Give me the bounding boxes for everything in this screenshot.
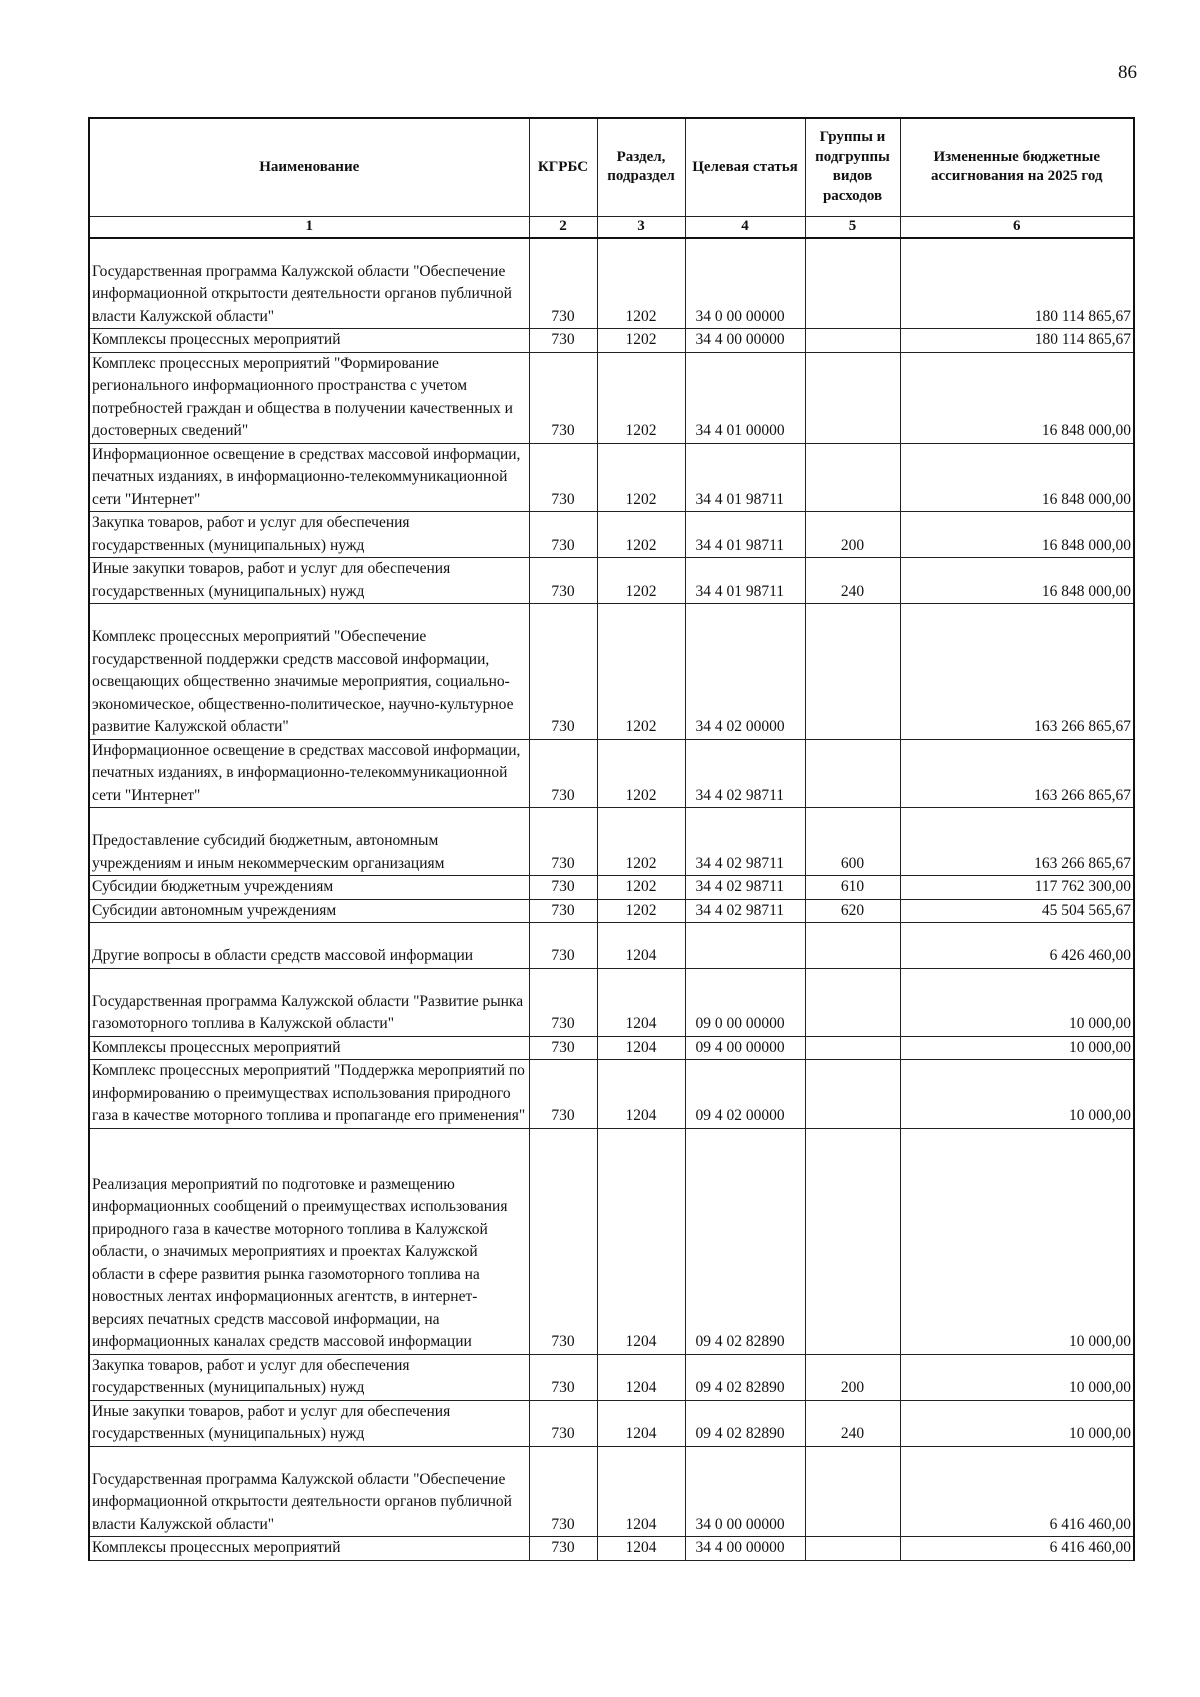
row-group <box>805 352 900 443</box>
row-kgrbs <box>529 1354 597 1400</box>
row-amount <box>900 352 1134 443</box>
row-group <box>805 329 900 353</box>
row-group <box>805 739 900 808</box>
row-section <box>597 329 685 353</box>
row-amount <box>900 238 1134 329</box>
row-kgrbs-text: 730 <box>551 1038 575 1056</box>
row-name <box>89 968 529 1036</box>
row-target-text: 09 4 02 82890 <box>695 1379 785 1396</box>
row-amount <box>900 1537 1134 1561</box>
row-name <box>89 899 529 923</box>
row-name-text: Иные закупки товаров, работ и услуг для обеспечения государственных (муниципальных) нужд <box>92 1402 451 1442</box>
row-name-text: Закупка товаров, работ и услуг для обеспечения государственных (муниципальных) нужд <box>92 1356 410 1396</box>
row-target-text: 34 4 02 98711 <box>695 854 785 872</box>
row-name-text: Субсидии бюджетным учреждениям <box>92 878 334 895</box>
row-amount <box>900 808 1134 876</box>
row-amount-text: 16 848 000,00 <box>1041 536 1131 554</box>
row-name <box>89 739 529 808</box>
row-section <box>597 443 685 512</box>
row-target <box>685 968 805 1036</box>
table-row <box>89 443 1134 512</box>
row-name <box>89 512 529 558</box>
row-amount <box>900 329 1134 353</box>
row-group <box>805 443 900 512</box>
row-name-text: Закупка товаров, работ и услуг для обеспечения государственных (муниципальных) нужд <box>92 514 410 554</box>
row-name-text: Предоставление субсидий бюджетным, автономным учреждениям и иным некоммерческим организациям <box>92 832 445 872</box>
row-amount-text: 10 000,00 <box>1069 1379 1131 1396</box>
row-group-text: 610 <box>840 878 865 895</box>
row-kgrbs <box>529 739 597 808</box>
row-section-text: 1202 <box>625 718 657 735</box>
row-section <box>597 558 685 604</box>
table-row <box>89 808 1134 876</box>
row-group <box>805 876 900 900</box>
table-row <box>89 899 1134 923</box>
row-kgrbs-text: 730 <box>551 582 575 600</box>
row-group-text: 620 <box>840 901 865 919</box>
row-name <box>89 238 529 329</box>
row-kgrbs <box>529 1446 597 1537</box>
row-target-text: 34 4 02 98711 <box>695 901 785 919</box>
row-name-text: Реализация мероприятий по подготовке и размещению информационных сообщений о преимуществах использования природного газа в качестве моторного топлива в Калужской области, о значимых мероприятиях и проектах Калужской области в сфере развития рынка газомоторного топлива на новостных лентах информационных агентств, в интернет-версиях печатных средств массовой информации, на информационных каналах средств массовой информации <box>92 1175 508 1350</box>
row-amount <box>900 512 1134 558</box>
column-number: 2 <box>529 216 597 238</box>
row-amount-text: 180 114 865,67 <box>1034 307 1131 325</box>
row-group <box>805 1060 900 1129</box>
row-amount <box>900 1036 1134 1060</box>
row-section-text: 1204 <box>625 1379 657 1396</box>
table-row <box>89 968 1134 1036</box>
row-amount <box>900 968 1134 1036</box>
row-kgrbs-text: 730 <box>551 1333 575 1350</box>
row-target <box>685 1060 805 1129</box>
table-row <box>89 512 1134 558</box>
row-kgrbs-text: 730 <box>551 786 575 804</box>
row-amount-text: 45 504 565,67 <box>1041 901 1131 919</box>
row-name <box>89 808 529 876</box>
header-groups: Группы и подгруппы видов расходов <box>805 118 900 216</box>
row-target <box>685 1537 805 1561</box>
table-row <box>89 1354 1134 1400</box>
row-name <box>89 352 529 443</box>
row-group-text: 240 <box>840 1425 865 1442</box>
column-number-row <box>89 216 1134 238</box>
row-section-text: 1202 <box>625 536 657 554</box>
row-target-text: 34 4 02 98711 <box>695 878 785 895</box>
row-name-text: Субсидии автономным учреждениям <box>92 901 337 919</box>
row-target-text: 34 4 02 00000 <box>695 718 785 735</box>
row-section <box>597 876 685 900</box>
row-section-text: 1204 <box>625 1333 657 1350</box>
row-kgrbs <box>529 808 597 876</box>
row-kgrbs <box>529 923 597 969</box>
header-kgrbs: КГРБС <box>529 118 597 216</box>
row-section-text: 1204 <box>625 1038 657 1056</box>
row-kgrbs <box>529 968 597 1036</box>
row-kgrbs <box>529 1036 597 1060</box>
row-name <box>89 876 529 900</box>
row-section-text: 1202 <box>625 901 657 919</box>
row-name-text: Государственная программа Калужской области "Обеспечение информационной открытости деятельности органов публичной власти Калужской области" <box>92 262 512 325</box>
row-section-text: 1202 <box>625 854 657 872</box>
row-section <box>597 968 685 1036</box>
row-name <box>89 1036 529 1060</box>
row-kgrbs-text: 730 <box>551 854 575 872</box>
row-target-text: 34 0 00 00000 <box>695 1515 785 1533</box>
row-kgrbs <box>529 604 597 740</box>
header-row <box>89 118 1134 216</box>
row-name-text: Информационное освещение в средствах массовой информации, печатных изданиях, в информационно-телекоммуникационной сети "Интернет" <box>92 741 521 804</box>
row-kgrbs-text: 730 <box>551 878 575 895</box>
row-section-text: 1204 <box>625 1515 657 1533</box>
row-target-text: 34 4 01 98711 <box>695 582 785 600</box>
row-target <box>685 876 805 900</box>
row-amount <box>900 923 1134 969</box>
row-target <box>685 512 805 558</box>
row-section <box>597 352 685 443</box>
row-section <box>597 1446 685 1537</box>
row-target <box>685 238 805 329</box>
row-kgrbs-text: 730 <box>551 718 575 735</box>
row-target-text: 34 0 00 00000 <box>695 307 785 325</box>
row-name <box>89 443 529 512</box>
row-name-text: Комплексы процессных мероприятий <box>92 1038 341 1056</box>
row-group-text: 200 <box>840 536 865 554</box>
row-target <box>685 923 805 969</box>
row-group <box>805 899 900 923</box>
row-amount-text: 163 266 865,67 <box>1034 718 1131 735</box>
row-target-text: 34 4 01 98711 <box>695 490 785 508</box>
table-row <box>89 329 1134 353</box>
row-group <box>805 238 900 329</box>
table-row <box>89 238 1134 329</box>
row-section-text: 1204 <box>625 947 657 964</box>
column-number: 3 <box>597 216 685 238</box>
row-kgrbs <box>529 329 597 353</box>
row-kgrbs <box>529 1060 597 1129</box>
row-target-text: 09 4 02 82890 <box>695 1425 785 1442</box>
table-row <box>89 352 1134 443</box>
row-section-text: 1204 <box>625 1425 657 1442</box>
row-amount <box>900 876 1134 900</box>
row-target-text: 34 4 01 00000 <box>695 422 785 439</box>
row-section <box>597 1060 685 1129</box>
row-section-text: 1202 <box>625 490 657 508</box>
row-amount-text: 16 848 000,00 <box>1041 582 1131 600</box>
row-kgrbs-text: 730 <box>551 331 575 348</box>
budget-table <box>88 117 1135 1561</box>
row-kgrbs <box>529 512 597 558</box>
table-row <box>89 1446 1134 1537</box>
row-amount <box>900 1400 1134 1446</box>
table-row <box>89 739 1134 808</box>
row-name <box>89 329 529 353</box>
row-target <box>685 558 805 604</box>
row-kgrbs <box>529 1537 597 1561</box>
row-amount-text: 16 848 000,00 <box>1041 490 1131 508</box>
row-group <box>805 604 900 740</box>
table-row <box>89 923 1134 969</box>
row-kgrbs-text: 730 <box>551 490 575 508</box>
row-kgrbs-text: 730 <box>551 1425 575 1442</box>
row-name-text: Другие вопросы в области средств массовой информации <box>92 947 474 964</box>
row-section <box>597 808 685 876</box>
row-amount-text: 117 762 300,00 <box>1034 878 1131 895</box>
row-name <box>89 923 529 969</box>
row-group-text: 240 <box>840 582 865 600</box>
row-section-text: 1202 <box>625 422 657 439</box>
row-kgrbs <box>529 1400 597 1446</box>
column-number: 5 <box>805 216 900 238</box>
row-amount <box>900 1128 1134 1354</box>
row-section-text: 1202 <box>625 582 657 600</box>
row-target-text: 09 4 02 82890 <box>695 1333 785 1350</box>
row-name <box>89 1128 529 1354</box>
row-section <box>597 739 685 808</box>
row-kgrbs <box>529 443 597 512</box>
row-section-text: 1204 <box>625 1539 657 1556</box>
row-kgrbs-text: 730 <box>551 1015 575 1032</box>
row-section-text: 1204 <box>625 1015 657 1032</box>
row-target <box>685 1036 805 1060</box>
row-amount-text: 163 266 865,67 <box>1034 786 1131 804</box>
row-target <box>685 329 805 353</box>
table-row <box>89 1537 1134 1561</box>
row-kgrbs <box>529 352 597 443</box>
row-name-text: Государственная программа Калужской области "Обеспечение информационной открытости деятельности органов публичной власти Калужской области" <box>92 1470 512 1533</box>
row-target <box>685 739 805 808</box>
row-amount-text: 10 000,00 <box>1069 1015 1131 1032</box>
row-group <box>805 1036 900 1060</box>
table-body <box>89 238 1134 1561</box>
row-section-text: 1202 <box>625 878 657 895</box>
row-name-text: Комплекс процессных мероприятий "Поддержка мероприятий по информированию о преимуществах использования природного газа в качестве моторного топлива и пропаганде его применения" <box>92 1062 526 1124</box>
header-amount: Измененные бюджетные ассигнования на 2025 год <box>900 118 1134 216</box>
row-name-text: Комплекс процессных мероприятий "Формирование регионального информационного пространства с учетом потребностей граждан и общества в получении качественных и достоверных сведений" <box>92 354 513 439</box>
row-kgrbs-text: 730 <box>551 901 575 919</box>
row-group <box>805 923 900 969</box>
row-group <box>805 512 900 558</box>
row-amount <box>900 899 1134 923</box>
row-amount <box>900 558 1134 604</box>
row-name <box>89 558 529 604</box>
row-amount-text: 10 000,00 <box>1069 1107 1131 1124</box>
row-target-text: 09 4 00 00000 <box>695 1038 785 1056</box>
column-number: 1 <box>89 216 529 238</box>
row-target <box>685 443 805 512</box>
row-kgrbs <box>529 1128 597 1354</box>
row-group <box>805 808 900 876</box>
row-name-text: Комплексы процессных мероприятий <box>92 331 341 348</box>
row-target <box>685 1400 805 1446</box>
row-name <box>89 1060 529 1129</box>
row-name <box>89 604 529 740</box>
row-amount-text: 10 000,00 <box>1069 1038 1131 1056</box>
row-target <box>685 1446 805 1537</box>
row-target <box>685 1128 805 1354</box>
row-section-text: 1204 <box>625 1107 657 1124</box>
row-kgrbs-text: 730 <box>551 422 575 439</box>
table-row <box>89 1036 1134 1060</box>
row-target <box>685 352 805 443</box>
row-name-text: Государственная программа Калужской области "Развитие рынка газомоторного топлива в Калужской области" <box>92 992 524 1032</box>
row-kgrbs-text: 730 <box>551 1515 575 1533</box>
table-row <box>89 604 1134 740</box>
row-kgrbs <box>529 899 597 923</box>
row-name-text: Информационное освещение в средствах массовой информации, печатных изданиях, в информационно-телекоммуникационной сети "Интернет" <box>92 445 521 508</box>
header-target: Целевая статья <box>685 118 805 216</box>
row-target <box>685 899 805 923</box>
table-row <box>89 1128 1134 1354</box>
row-group <box>805 1537 900 1561</box>
column-number: 4 <box>685 216 805 238</box>
row-kgrbs-text: 730 <box>551 536 575 554</box>
row-target-text: 34 4 00 00000 <box>695 1539 785 1556</box>
row-kgrbs <box>529 876 597 900</box>
row-amount-text: 16 848 000,00 <box>1041 422 1131 439</box>
page-number: 86 <box>1118 62 1137 83</box>
row-target <box>685 808 805 876</box>
row-amount-text: 10 000,00 <box>1069 1425 1131 1442</box>
row-group-text: 600 <box>840 854 865 872</box>
row-amount <box>900 443 1134 512</box>
row-section <box>597 1354 685 1400</box>
table-row <box>89 1400 1134 1446</box>
table-row <box>89 1060 1134 1129</box>
row-group <box>805 1446 900 1537</box>
row-kgrbs <box>529 238 597 329</box>
row-name <box>89 1400 529 1446</box>
row-section-text: 1202 <box>625 786 657 804</box>
row-amount <box>900 739 1134 808</box>
row-name <box>89 1537 529 1561</box>
row-group <box>805 1354 900 1400</box>
row-name-text: Иные закупки товаров, работ и услуг для обеспечения государственных (муниципальных) нужд <box>92 560 451 600</box>
row-target-text: 34 4 00 00000 <box>695 331 785 348</box>
row-name <box>89 1446 529 1537</box>
row-section <box>597 1036 685 1060</box>
row-amount-text: 180 114 865,67 <box>1034 331 1131 348</box>
row-target <box>685 1354 805 1400</box>
row-section <box>597 1537 685 1561</box>
row-section <box>597 512 685 558</box>
row-group <box>805 558 900 604</box>
row-target-text: 09 4 02 00000 <box>695 1107 785 1124</box>
row-target <box>685 604 805 740</box>
table-row <box>89 876 1134 900</box>
table-row <box>89 558 1134 604</box>
row-amount-text: 163 266 865,67 <box>1034 854 1131 872</box>
header-name: Наименование <box>89 118 529 216</box>
row-group <box>805 968 900 1036</box>
row-kgrbs-text: 730 <box>551 307 575 325</box>
row-amount-text: 6 416 460,00 <box>1049 1539 1131 1556</box>
row-section-text: 1202 <box>625 307 657 325</box>
row-section <box>597 899 685 923</box>
row-amount <box>900 1354 1134 1400</box>
row-target-text: 09 0 00 00000 <box>695 1015 785 1032</box>
row-section <box>597 604 685 740</box>
row-target-text: 34 4 01 98711 <box>695 536 785 554</box>
row-amount <box>900 1060 1134 1129</box>
row-section <box>597 923 685 969</box>
column-number: 6 <box>900 216 1134 238</box>
row-section-text: 1202 <box>625 331 657 348</box>
row-kgrbs-text: 730 <box>551 1107 575 1124</box>
row-group <box>805 1128 900 1354</box>
row-kgrbs-text: 730 <box>551 1539 575 1556</box>
row-section <box>597 238 685 329</box>
row-amount <box>900 604 1134 740</box>
row-name-text: Комплексы процессных мероприятий <box>92 1539 341 1556</box>
row-section <box>597 1400 685 1446</box>
row-amount-text: 6 426 460,00 <box>1049 947 1131 964</box>
row-group <box>805 1400 900 1446</box>
header-section: Раздел, подраздел <box>597 118 685 216</box>
row-section <box>597 1128 685 1354</box>
row-amount-text: 6 416 460,00 <box>1049 1515 1131 1533</box>
row-name-text: Комплекс процессных мероприятий "Обеспечение государственной поддержки средств массовой информации, освещающих общественно значимые мероприятия, социально-экономическое, общественно-политическое, научно-культурное развитие Калужской области" <box>92 628 514 735</box>
row-amount <box>900 1446 1134 1537</box>
row-kgrbs <box>529 558 597 604</box>
row-kgrbs-text: 730 <box>551 1379 575 1396</box>
row-kgrbs-text: 730 <box>551 947 575 964</box>
row-amount-text: 10 000,00 <box>1069 1333 1131 1350</box>
row-name <box>89 1354 529 1400</box>
row-group-text: 200 <box>840 1379 865 1396</box>
row-target-text: 34 4 02 98711 <box>695 786 785 804</box>
